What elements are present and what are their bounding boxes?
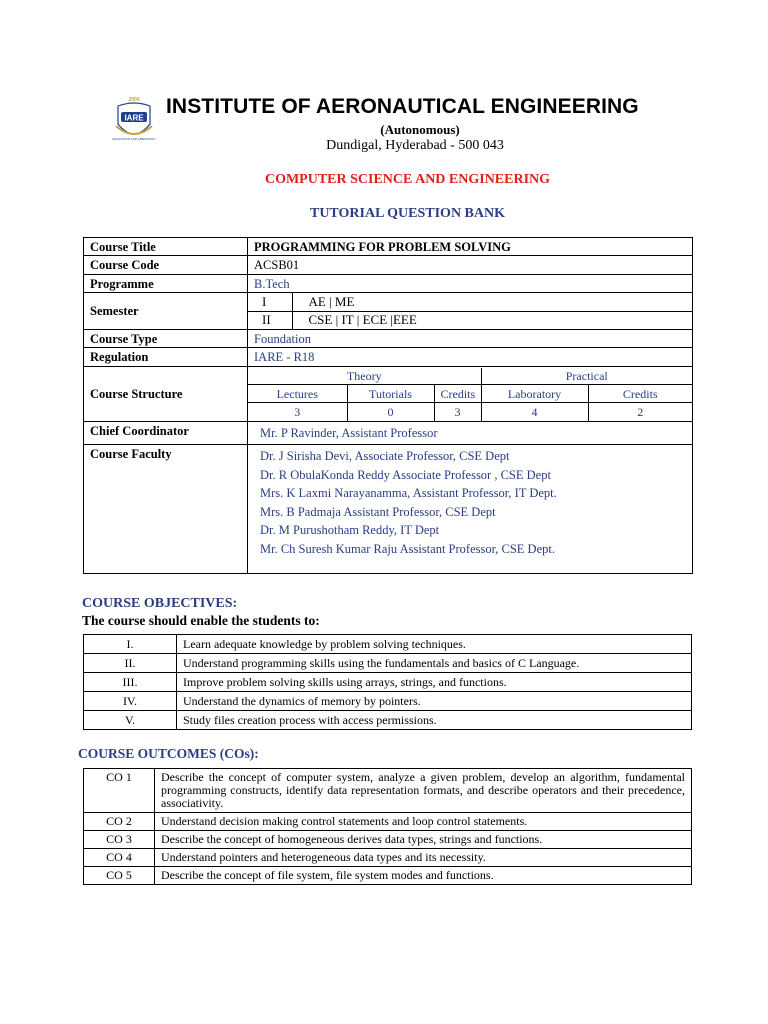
semester-1-branches: AE | ME: [292, 293, 692, 311]
row-chief-coordinator: [84, 422, 693, 445]
outcomes-heading: COURSE OUTCOMES (COs):: [78, 746, 259, 761]
course-code-label: Course Code: [84, 256, 248, 275]
table-row: [84, 849, 692, 867]
course-type-value: Foundation: [248, 330, 693, 348]
outcome-text: Describe the concept of computer system, analyze a given problem, develop an algorithm, fundamental programming constructs, identify data representation formats, and describe operators and their precedence, associativity.: [155, 769, 692, 813]
outcome-number: CO 4: [84, 849, 155, 867]
outcomes-table: [83, 768, 692, 885]
logo-text: IARE: [124, 113, 144, 123]
tutorials-value: 0: [347, 403, 434, 421]
outcome-number: CO 3: [84, 831, 155, 849]
faculty-member: Mr. Ch Suresh Kumar Raju Assistant Professor, CSE Dept.: [260, 541, 555, 556]
course-structure-label: Course Structure: [84, 367, 248, 422]
objective-number: IV.: [84, 692, 177, 711]
objective-text: Understand the dynamics of memory by pointers.: [177, 692, 692, 711]
row-course-type: [84, 330, 693, 348]
credits-header: Credits: [434, 385, 481, 403]
coordinator-label: Chief Coordinator: [84, 422, 248, 445]
objectives-heading: COURSE OBJECTIVES:: [82, 596, 238, 611]
faculty-member: Dr. M Purushotham Reddy, IT Dept: [260, 523, 440, 537]
regulation-label: Regulation: [84, 348, 248, 367]
laboratory-header: Laboratory: [481, 385, 588, 403]
objective-text: Study files creation process with access permissions.: [177, 711, 692, 730]
row-regulation: [84, 348, 693, 367]
faculty-label: Course Faculty: [84, 445, 248, 574]
course-code-value: ACSB01: [248, 256, 693, 275]
credits2-value: 2: [588, 403, 692, 421]
table-row: [84, 692, 692, 711]
table-row: [84, 635, 692, 654]
department-title: COMPUTER SCIENCE AND ENGINEERING: [264, 172, 551, 187]
row-course-title: [84, 238, 693, 256]
laboratory-value: 4: [481, 403, 588, 421]
row-course-faculty: [84, 445, 693, 574]
address: Dundigal, Hyderabad - 500 043: [326, 138, 504, 153]
lectures-value: 3: [248, 403, 347, 421]
practical-header: Practical: [565, 368, 608, 383]
theory-header: Theory: [248, 368, 481, 385]
row-programme: [84, 275, 693, 293]
table-row: [84, 711, 692, 730]
credits-value: 3: [434, 403, 481, 421]
outcome-text: Understand decision making control statements and loop control statements.: [155, 813, 692, 831]
objective-text: Improve problem solving skills using arrays, strings, and functions.: [177, 673, 692, 692]
row-course-structure: [84, 367, 693, 422]
faculty-member: Dr. J Sirisha Devi, Associate Professor, CSE Dept: [260, 449, 510, 463]
autonomous-label: (Autonomous): [380, 122, 460, 137]
table-row: [84, 813, 692, 831]
objective-number: III.: [84, 673, 177, 692]
regulation-value: IARE - R18: [248, 348, 693, 367]
coordinator-value: Mr. P Ravinder, Assistant Professor: [248, 422, 693, 445]
logo-motto: EDUCATION FOR LIBERATION: [112, 137, 156, 141]
faculty-member: Mrs. B Padmaja Assistant Professor, CSE Dept: [260, 504, 496, 519]
course-title-label: Course Title: [84, 238, 248, 256]
institute-name: INSTITUTE OF AERONAUTICAL ENGINEERING: [166, 95, 639, 118]
course-title-value: PROGRAMMING FOR PROBLEM SOLVING: [248, 238, 693, 256]
table-row: [84, 769, 692, 813]
outcome-text: Describe the concept of homogeneous derives data types, strings and functions.: [155, 831, 692, 849]
logo-year: 2000: [128, 97, 140, 103]
course-structure-subtable: [248, 368, 692, 421]
credits2-header: Credits: [588, 385, 692, 403]
semester-1: I: [248, 293, 292, 311]
objective-number: V.: [84, 711, 177, 730]
row-course-code: [84, 256, 693, 275]
course-info-table: [83, 237, 693, 574]
programme-value: B.Tech: [248, 275, 693, 293]
objectives-table: [83, 634, 692, 730]
semester-label: Semester: [84, 293, 248, 330]
semester-subtable: [248, 293, 692, 329]
outcome-text: Understand pointers and heterogeneous data types and its necessity.: [155, 849, 692, 867]
table-row: [84, 673, 692, 692]
outcome-number: CO 5: [84, 867, 155, 885]
outcome-number: CO 2: [84, 813, 155, 831]
lectures-header: Lectures: [248, 385, 347, 403]
faculty-list: [248, 445, 693, 574]
tutorials-header: Tutorials: [347, 385, 434, 403]
course-type-label: Course Type: [84, 330, 248, 348]
row-semester: [84, 293, 693, 330]
objective-text: Learn adequate knowledge by problem solving techniques.: [177, 635, 692, 654]
semester-2-branches: CSE | IT | ECE |EEE: [308, 312, 417, 328]
objective-number: I.: [84, 635, 177, 654]
table-row: [84, 867, 692, 885]
programme-label: Programme: [84, 275, 248, 293]
document-title: TUTORIAL QUESTION BANK: [309, 206, 505, 221]
outcome-text: Describe the concept of file system, file system modes and functions.: [155, 867, 692, 885]
faculty-member: Dr. R ObulaKonda Reddy Associate Professor , CSE Dept: [260, 467, 551, 482]
table-row: [84, 654, 692, 673]
semester-2: II: [248, 311, 292, 329]
objective-number: II.: [84, 654, 177, 673]
objectives-intro: The course should enable the students to:: [82, 613, 320, 628]
faculty-member: Mrs. K Laxmi Narayanamma, Assistant Professor, IT Dept.: [260, 486, 557, 500]
outcome-number: CO 1: [84, 769, 155, 813]
table-row: [84, 831, 692, 849]
objective-text: Understand programming skills using the fundamentals and basics of C Language.: [177, 654, 692, 673]
